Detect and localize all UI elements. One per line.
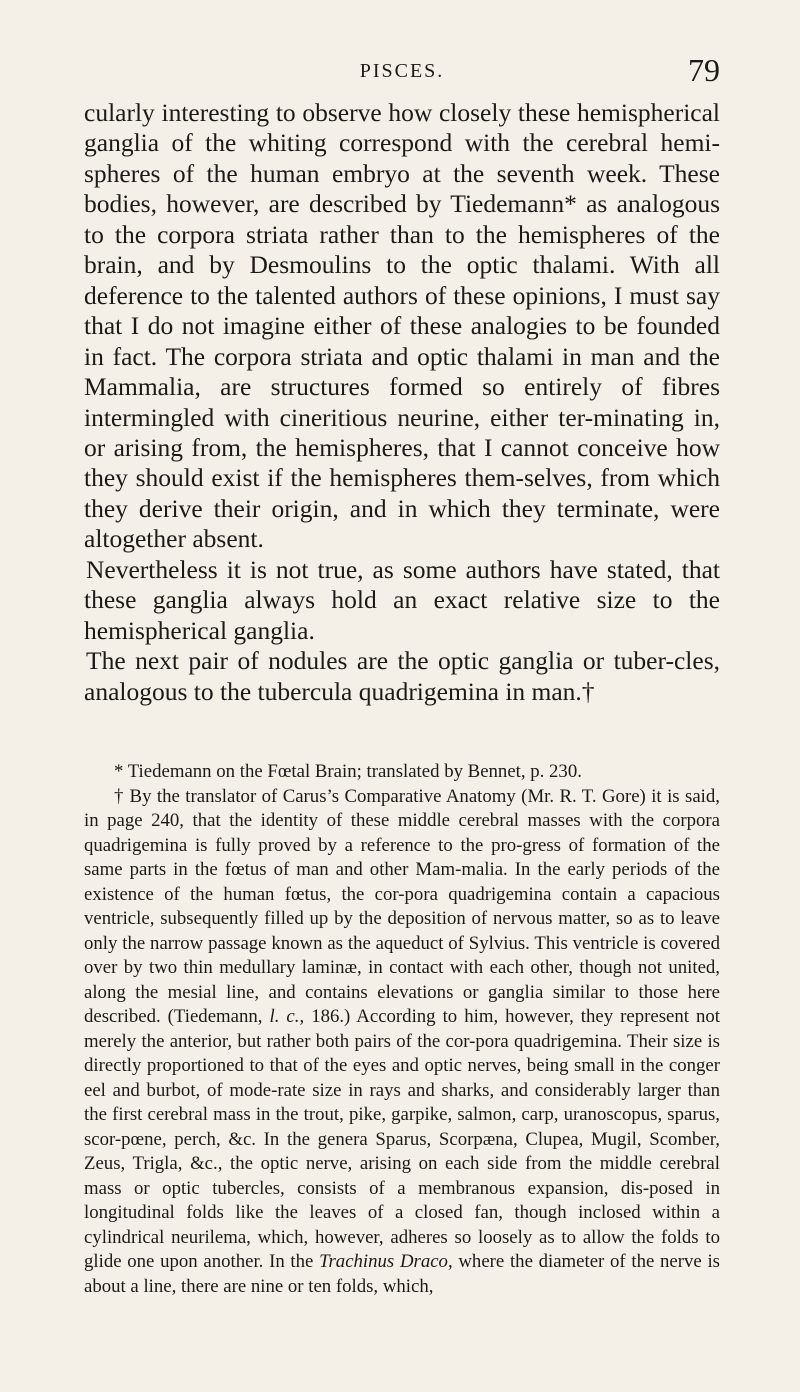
main-text <box>84 98 720 707</box>
footnote-2-citation: l. c. <box>269 1006 300 1027</box>
footnote-2-text-a: † By the translator of Carus’s Comparative Anatomy (Mr. R. T. Gore) it is said, in page 240, that the identity of these middle cerebral masses with the corpora quadrigemina is fully proved by a reference to the pro-gress of formation of the same parts in the fœtus of man and other Mam-malia. In the early periods of the existence of the human fœtus, the cor-pora quadrigemina contain a capacious ventricle, subsequently filled up by the deposition of nervous matter, so as to leave only the narrow passage known as the aqueduct of Sylvius. This ventricle is covered over by two thin medullary laminæ, in contact with each other, though not united, along the mesial line, and contains elevations or ganglia similar to those here described. (Tiedemann, <box>84 785 720 1027</box>
footnote-2-species: Trachinus Draco <box>319 1251 448 1272</box>
footnote-2 <box>84 785 720 1300</box>
paragraph-3: The next pair of nodules are the optic ganglia or tuber-cles, analogous to the tubercula quadrigemina in man.† <box>84 646 720 706</box>
paragraph-1: cularly interesting to observe how closely these hemispherical ganglia of the whiting correspond with the cerebral hemi-spheres of the human embryo at the seventh week. These bodies, however, are described by Tiedemann* as analogous to the corpora striata rather than to the hemispheres of the brain, and by Desmoulins to the optic thalami. With all deference to the talented authors of these opinions, I must say that I do not imagine either of these analogies to be founded in fact. The corpora striata and optic thalami in man and the Mammalia, are structures formed so entirely of fibres intermingled with cineritious neurine, either ter-minating in, or arising from, the hemispheres, that I cannot conceive how they should exist if the hemispheres them-selves, from which they derive their origin, and in which they terminate, were altogether absent. <box>84 98 720 554</box>
paragraph-2: Nevertheless it is not true, as some authors have stated, that these ganglia always hold an exact relative size to the hemispherical ganglia. <box>84 554 720 645</box>
running-head <box>84 52 720 92</box>
footnote-2-text-c: , where the diameter of the nerve is about a line, there are nine or ten folds, which, <box>84 1251 720 1297</box>
footnote-1: * Tiedemann on the Fœtal Brain; translated by Bennet, p. 230. <box>114 761 582 782</box>
footnote-2-text-b: , 186.) According to him, however, they represent not merely the anterior, but rather both pairs of the cor-pora quadrigemina. Their size is directly proportioned to that of the eyes and optic nerves, being small in the conger eel and burbot, of mode-rate size in rays and sharks, and considerably larger than the first cerebral mass in the trout, pike, garpike, salmon, carp, uranoscopus, sparus, scor-pœne, perch, &c. In the genera Sparus, Scorpæna, Clupea, Mugil, Scomber, Zeus, Trigla, &c., the optic nerve, arising on each side from the middle cerebral mass or optic tubercles, consists of a membranous expansion, dis-posed in longitudinal folds like the leaves of a closed fan, though inclosed within a cylindrical neurilema, which, however, adheres so loosely as to allow the folds to glide one upon another. In the <box>84 1006 721 1272</box>
running-title: PISCES. <box>359 60 445 82</box>
page-number: 79 <box>688 52 720 88</box>
footnotes <box>84 760 720 1299</box>
